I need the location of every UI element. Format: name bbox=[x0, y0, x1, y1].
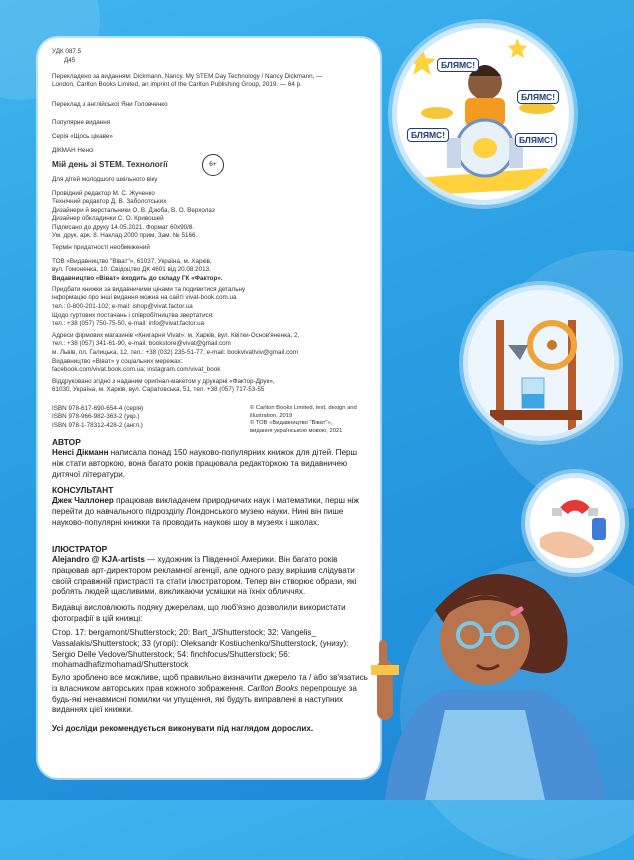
social-info: Видавництво «Віват» у соціальних мережах: facebook.com/vivat.book.com.ua; instagram.com/vivat_book bbox=[52, 358, 221, 374]
bbk: Д45 bbox=[64, 57, 76, 64]
translated-from: Перекладено за виданням: Dickmann, Nancy. My STEM Day Technology / Nancy Dickmann, — London, Carlton Books Limited, an imprint of the Carlton Publishing Group, 2019. — 64 р. bbox=[52, 73, 323, 89]
stores-info: Адреси фірмових магазинів «Книгарня Vivat»: м. Харків, вул. Квітки-Основ'яненка, 2, тел.: +38 (057) 341-61-90, e-mail: bookstore@vivat@gmail.com м. Львів, пл. Галицька, 12, тел.: +38 (032) 235-51-77, e-mail: bookvivatlviv@gmail.com bbox=[52, 332, 300, 356]
audience: Для дітей молодшого шкільного віку bbox=[52, 176, 158, 183]
bang-label: БЛЯМС! bbox=[407, 128, 449, 142]
bang-label: БЛЯМС! bbox=[437, 58, 479, 72]
girl-character-illustration bbox=[365, 570, 634, 800]
photo-credits: Стор. 17: bergamont/Shutterstock; 20: Bart_J/Shutterstock; 32: Vangelis_ Vassalakis/Shutterstock; 33 (угорі): Oleksandr Kostiuchenko/Shutterstock, (унизу): Sergio Delle Vedove/Shutterstock; 54: finchfocus/Shutterstock; 56: mohamadhafizmohamad/Shutterstock bbox=[52, 628, 349, 670]
bang-label: БЛЯМС! bbox=[517, 90, 559, 104]
thanks-text: Видавці висловлюють подяку джерелам, що люб'язно дозволили використати фотографії в цій книжці: bbox=[52, 603, 346, 623]
shelf-life: Термін придатності необмежений bbox=[52, 244, 150, 251]
udk: УДК 087.5 bbox=[52, 48, 82, 55]
isbn-list: ISBN 978-617-690-654-4 (серія) ISBN 978-966-982-363-2 (укр.) ISBN 978-1-78312-428-2 (англ.) bbox=[52, 405, 144, 429]
magnet-illustration bbox=[530, 478, 620, 568]
star-icon bbox=[508, 38, 527, 58]
magnet-illustration-circle bbox=[530, 478, 620, 568]
printed-info: Віддруковано згідно з наданим оригінал-макетом у друкарні «Фактор-Друк», 61030, Україна, м. Харків, вул. Саратовська, 51, тел. +38 (057) 717-53-55 bbox=[52, 378, 275, 394]
star-icon bbox=[408, 48, 436, 75]
author-caps: ДІКМАН Ненсі bbox=[52, 147, 94, 154]
illustrator-section: ІЛЮСТРАТОР Alejandro @ KJA-artists — художник із Південної Америки. Він багато років працював арт-директором рекламної агенції, але одного разу вирішив слідувати своїй справжній пристрасті та стати ілюстратором. Тепер він створює образи, які роблять людей щасливими, викликаючи усмішки на їхніх обличчях. bbox=[52, 544, 357, 597]
bang-label: БЛЯМС! bbox=[515, 133, 557, 147]
age-rating-badge: 6+ bbox=[202, 154, 224, 176]
wholesale-info: Щодо гуртових постачань і співробітництва звертатися: тел.: +38 (057) 750-75-50, e-mail: info@vivat.factor.ua bbox=[52, 312, 214, 328]
author-section: АВТОР Ненсі Дікманн написала понад 150 науково-популярних книжок для дітей. Перш ніж стати авторкою, вона багато років працювала редакторкою та видавничею дитячої літератури. bbox=[52, 437, 357, 479]
safety-warning: Усі досліди рекомендується виконувати під наглядом дорослих. bbox=[52, 724, 314, 733]
buy-info: Придбати книжки за видавничими цінами та подивитися детальну інформацію про інші видання можна на сайті vivat-book.com.ua тел.: 0-800-201-102; e-mail: ishop@vivat.factor.ua bbox=[52, 286, 246, 310]
editors: Провідний редактор М. С. Жученко Технічний редактор Д. В. Заболотських Дизайнери й верстальники О. В. Дзюба, В. О. Верхолаз Дизайнер обкладинки С. О. Кривошей bbox=[52, 190, 215, 222]
machine-illustration-circle bbox=[468, 290, 614, 436]
translator: Переклад з англійської Яни Головченко bbox=[52, 101, 168, 108]
popular-edition: Популярне видання bbox=[52, 119, 111, 126]
drummer-illustration-circle bbox=[397, 28, 569, 200]
print-info: Підписано до друку 14.05.2021. Формат 60х90/8. Ум. друк. арк. 8. Наклад 2000 прим. Зам. № 5166. bbox=[52, 224, 198, 240]
water-machine-illustration bbox=[468, 290, 614, 436]
book-title: Мій день зі STEM. Технології bbox=[52, 160, 168, 169]
drummer-illustration bbox=[397, 28, 569, 200]
consultant-section: КОНСУЛЬТАНТ Джек Чаллонер працював викладачем природничих наук і математики, перш ніж перейти до навчального підрозділу Лондонського музею науки. Нині він пише науково-популярні книжки та проводить наукові шоу в музеях і школах. bbox=[52, 485, 359, 527]
copyright: © Carlton Books Limited, text, design and illustration, 2019 © ТОВ «Видавництво "Віват"», видання українською мовою, 2021 bbox=[250, 405, 357, 434]
publisher-info: ТОВ «Видавництво "Віват"», 61037, Україна, м. Харків, вул. Гомоненка, 10. Свідоцтво ДК 4601 від 20.08.2013. Видавництво «Віват» входить до складу ГК «Фактор». bbox=[52, 258, 223, 282]
series: Серія «Щось цікаве» bbox=[52, 133, 113, 140]
rights-note: Було зроблено все можливе, щоб правильно визначити джерело та / або зв'язатись із власником авторських прав кожного зображення. Carlton Books перепрошує за будь-які ненавмисні помилки чи упущення, які будуть виправлені в наступних виданнях цієї книжки. bbox=[52, 673, 368, 715]
